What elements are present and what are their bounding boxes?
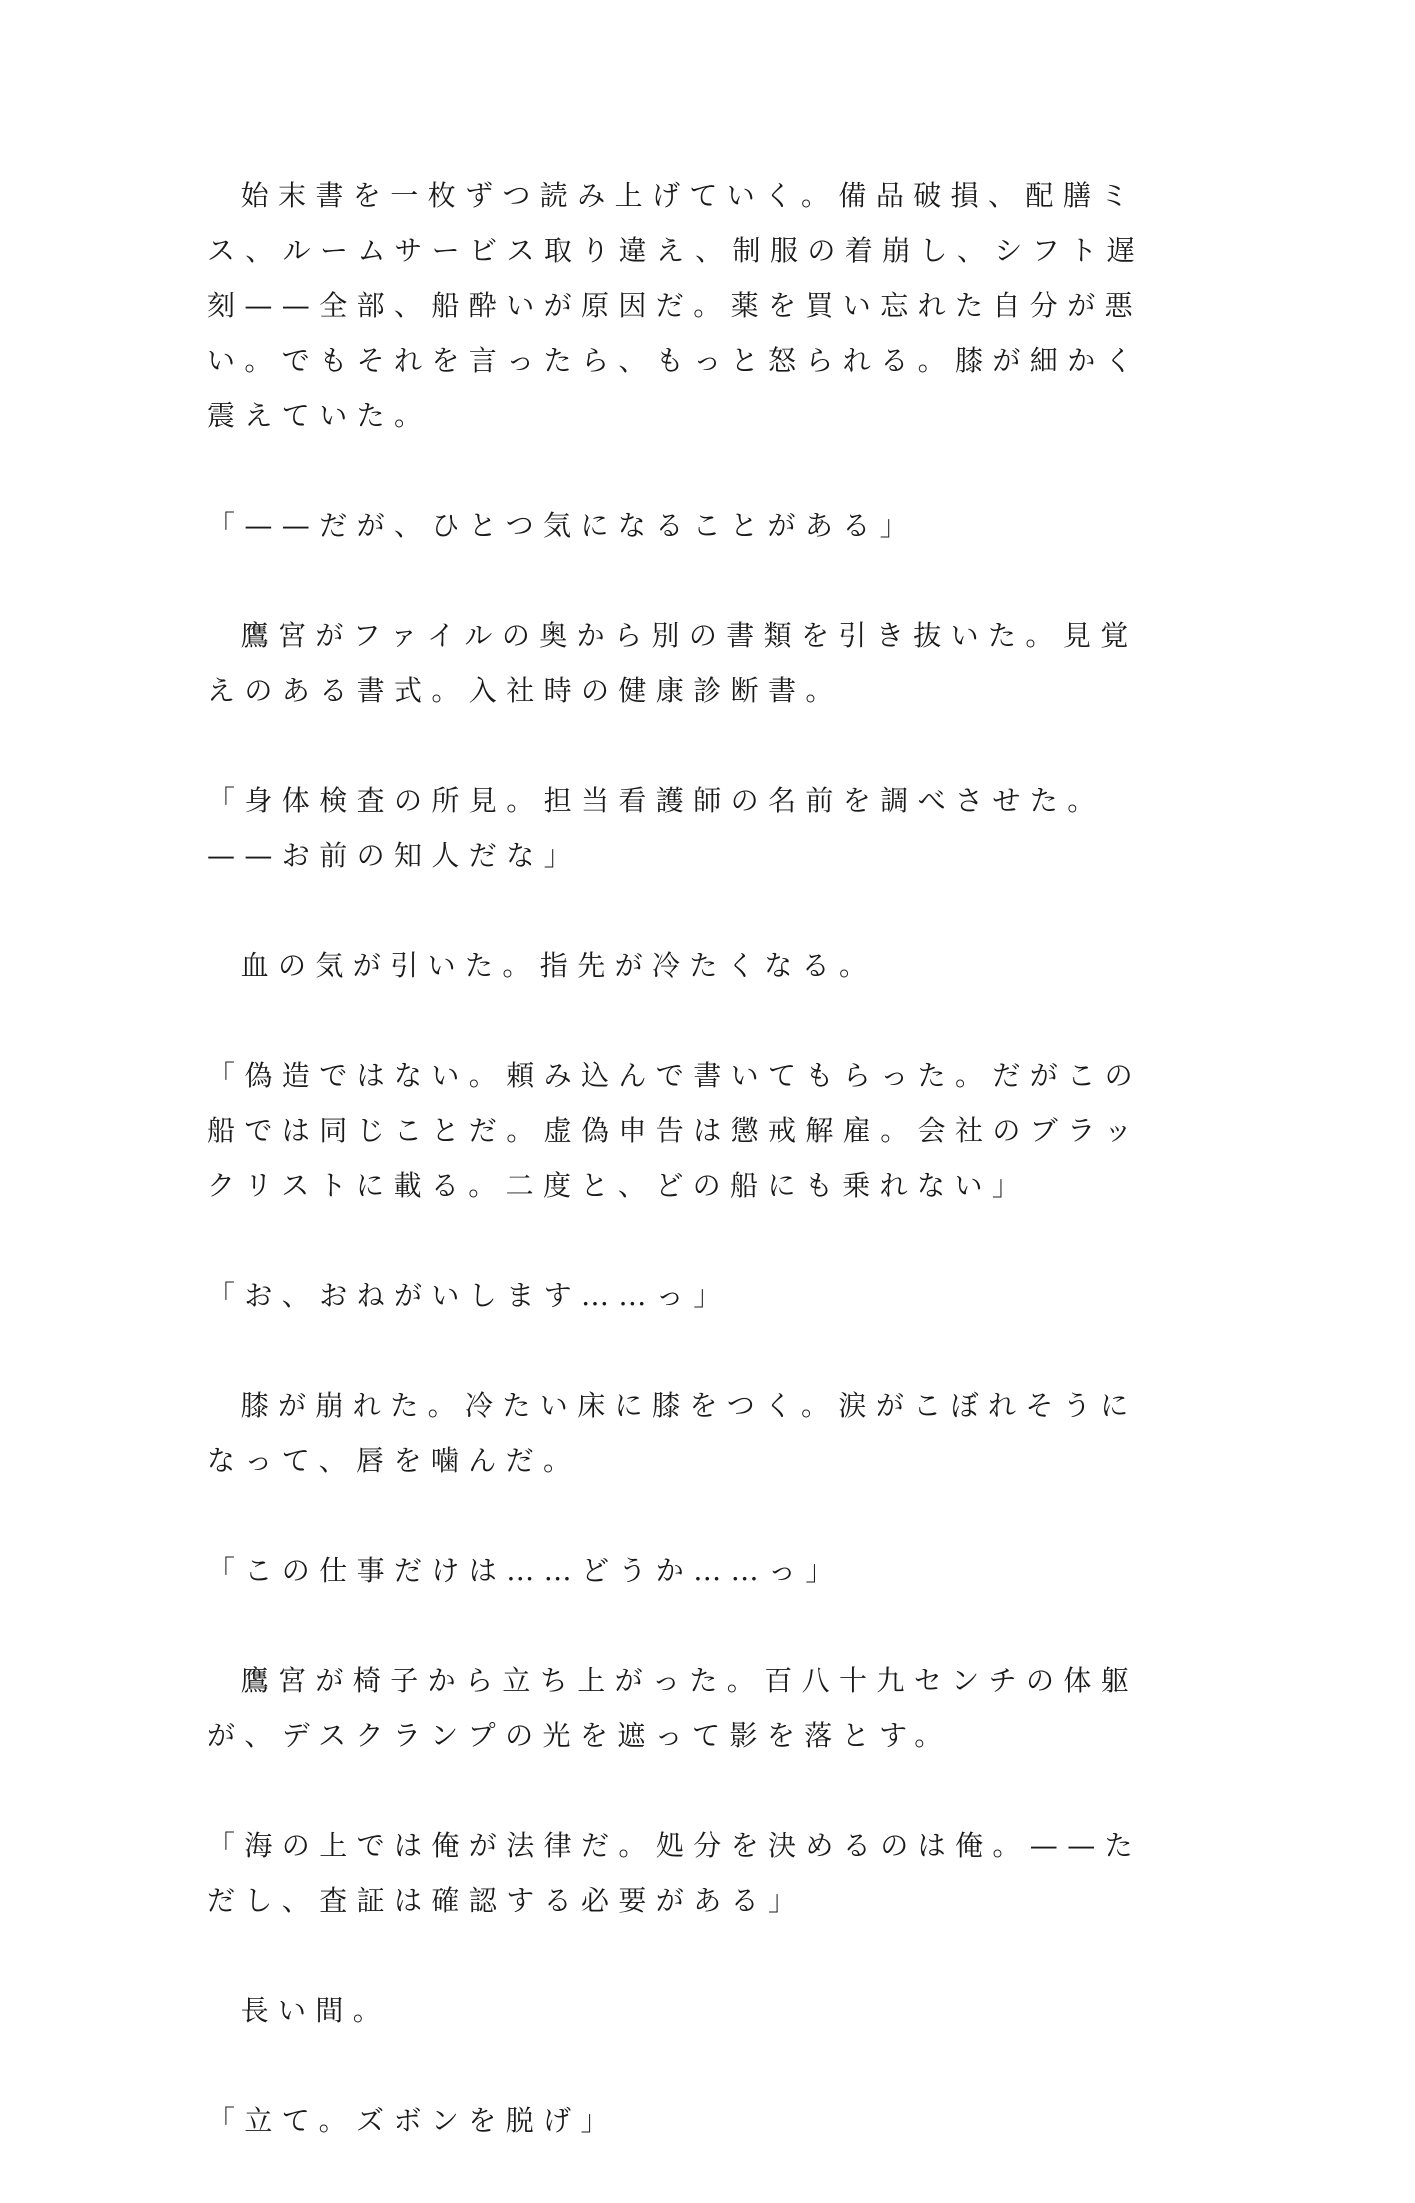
paragraph-narration: 鷹宮が椅子から立ち上がった。百八十九センチの体躯が、デスクランプの光を遮って影を落とす。	[207, 1664, 1139, 1752]
paragraph-narration: 始末書を一枚ずつ読み上げていく。備品破損、配膳ミス、ルームサービス取り違え、制服の着崩し、シフト遅刻——全部、船酔いが原因だ。薬を買い忘れた自分が悪い。でもそれを言ったら、もっと怒られる。膝が細かく震えていた。	[207, 179, 1144, 432]
paragraph-dialogue: 「立て。ズボンを脱げ」	[207, 2104, 618, 2137]
paragraph-narration: 血の気が引いた。指先が冷たくなる。	[240, 949, 877, 982]
body-text	[207, 168, 1171, 2203]
paragraph-dialogue: 「この仕事だけは……どうか……っ」	[207, 1554, 843, 1587]
paragraph-dialogue: 「身体検査の所見。担当看護師の名前を調べさせた。——お前の知人だな」	[207, 784, 1105, 872]
paragraph-dialogue: 「偽造ではない。頼み込んで書いてもらった。だがこの船では同じことだ。虚偽申告は懲戒解雇。会社のブラックリストに載る。二度と、どの船にも乗れない」	[207, 1059, 1143, 1202]
paragraph-narration: 長い間。	[240, 1994, 391, 2027]
paragraph-narration: 鷹宮がファイルの奥から別の書類を引き抜いた。見覚えのある書式。入社時の健康診断書。	[207, 619, 1138, 707]
paragraph-narration: 膝が崩れた。冷たい床に膝をつく。涙がこぼれそうになって、唇を噛んだ。	[207, 1389, 1138, 1477]
paragraph-dialogue: 「お、おねがいします……っ」	[207, 1279, 731, 1312]
paragraph-dialogue: 「——だが、ひとつ気になることがある」	[207, 509, 918, 542]
paragraph-dialogue: 「海の上では俺が法律だ。処分を決めるのは俺。——ただし、査証は確認する必要がある」	[207, 1829, 1143, 1917]
